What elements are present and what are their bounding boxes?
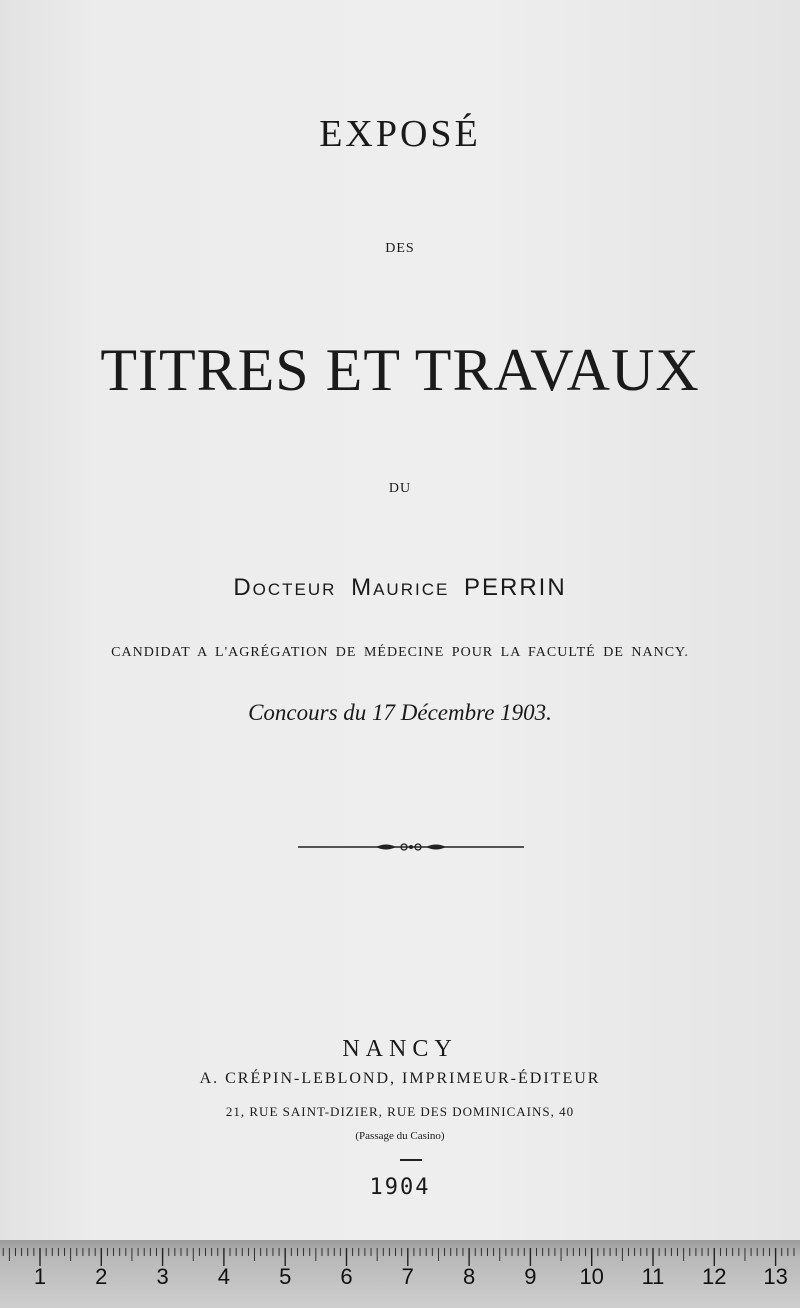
ruler-number: 6 bbox=[340, 1264, 353, 1289]
ornament-divider-icon bbox=[296, 838, 526, 856]
main-title: TITRES ET TRAVAUX bbox=[100, 337, 700, 403]
ruler-number: 11 bbox=[641, 1264, 665, 1289]
imprint-publisher: A. CRÉPIN-LEBLOND, IMPRIMEUR-ÉDITEUR bbox=[199, 1070, 601, 1087]
ruler-ticks bbox=[0, 1240, 800, 1308]
heading-expose: EXPOSÉ bbox=[319, 113, 481, 155]
ruler-number: 10 bbox=[579, 1264, 604, 1289]
heading-du: DU bbox=[388, 481, 412, 496]
ruler-number: 12 bbox=[702, 1264, 727, 1289]
ruler-number: 8 bbox=[462, 1264, 476, 1289]
ruler-number: 7 bbox=[401, 1264, 414, 1289]
ruler-number: 1 bbox=[33, 1264, 47, 1289]
concours-date: Concours du 17 Décembre 1903. bbox=[248, 700, 552, 725]
imprint-address: 21, RUE SAINT-DIZIER, RUE DES DOMINICAINS, 40 bbox=[225, 1104, 575, 1119]
ruler-number: 2 bbox=[95, 1264, 108, 1289]
imprint-passage: (Passage du Casino) bbox=[355, 1130, 445, 1142]
ruler-number: 5 bbox=[279, 1264, 292, 1289]
ruler-number: 9 bbox=[524, 1264, 537, 1289]
ruler-number: 4 bbox=[217, 1264, 231, 1289]
candidacy-line: CANDIDAT A L'AGRÉGATION DE MÉDECINE POUR LA FACULTÉ DE NANCY. bbox=[111, 645, 689, 660]
ruler-number: 3 bbox=[156, 1264, 169, 1289]
short-divider bbox=[400, 1159, 422, 1161]
ruler-number: 13 bbox=[763, 1264, 788, 1289]
imprint-year: 1904 bbox=[369, 1175, 431, 1200]
author-name: Docteur Maurice PERRIN bbox=[233, 574, 567, 601]
measuring-ruler bbox=[0, 1240, 800, 1308]
heading-des: DES bbox=[385, 241, 415, 256]
imprint-city: NANCY bbox=[342, 1036, 458, 1062]
